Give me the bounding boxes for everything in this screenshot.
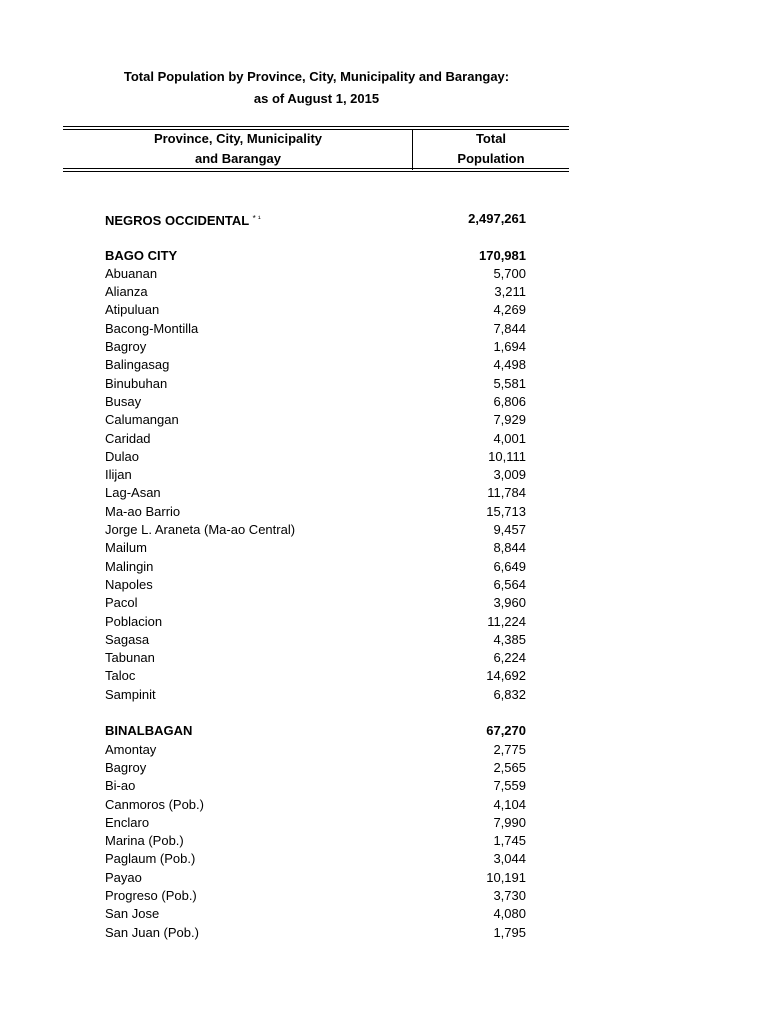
population-value: 9,457 — [493, 522, 526, 538]
barangay-row — [0, 594, 768, 612]
area-name: Paglaum (Pob.) — [105, 851, 196, 867]
population-value: 14,692 — [486, 668, 526, 684]
area-name: Dulao — [105, 448, 139, 464]
area-name: Caridad — [105, 430, 151, 446]
population-value: 4,385 — [493, 631, 526, 647]
population-value: 5,700 — [493, 265, 526, 281]
population-table-body — [0, 210, 768, 942]
area-name: Payao — [105, 869, 142, 885]
population-value: 1,745 — [493, 833, 526, 849]
spacer-row — [0, 228, 768, 246]
area-name: Abuanan — [105, 265, 158, 281]
area-name: Marina (Pob.) — [105, 833, 184, 849]
population-value: 4,104 — [493, 796, 526, 812]
barangay-row — [0, 649, 768, 667]
barangay-row — [0, 905, 768, 923]
population-value: 15,713 — [486, 503, 526, 519]
area-name: Ilijan — [105, 467, 132, 483]
barangay-row — [0, 814, 768, 832]
area-name: Jorge L. Araneta (Ma-ao Central) — [105, 522, 296, 538]
barangay-row — [0, 667, 768, 685]
barangay-row — [0, 320, 768, 338]
column-header-population-line2: Population — [457, 151, 525, 166]
barangay-row — [0, 558, 768, 576]
barangay-row — [0, 411, 768, 429]
area-name: Progreso (Pob.) — [105, 887, 197, 903]
document-subtitle: as of August 1, 2015 — [253, 91, 380, 106]
barangay-row — [0, 393, 768, 411]
area-name: Sagasa — [105, 631, 150, 647]
area-name: Balingasag — [105, 357, 170, 373]
population-value: 3,730 — [493, 887, 526, 903]
population-value: 2,775 — [493, 741, 526, 757]
population-value: 3,960 — [493, 595, 526, 611]
footnote-marker: * ¹ — [252, 214, 261, 223]
population-value: 10,191 — [486, 869, 526, 885]
population-value: 10,111 — [488, 448, 526, 464]
barangay-row — [0, 283, 768, 301]
area-name: Malingin — [105, 558, 154, 574]
population-value: 6,564 — [493, 576, 526, 592]
population-value: 2,565 — [493, 759, 526, 775]
column-header-area — [64, 129, 412, 169]
barangay-row — [0, 430, 768, 448]
area-name: San Juan (Pob.) — [105, 924, 199, 940]
barangay-row — [0, 301, 768, 319]
area-name: Bagroy — [105, 339, 147, 355]
header-bottom-rule — [63, 168, 569, 169]
population-value: 11,224 — [487, 613, 526, 629]
barangay-row — [0, 924, 768, 942]
area-name: BINALBAGAN — [105, 723, 193, 739]
area-name: Binubuhan — [105, 375, 168, 391]
population-value: 6,224 — [493, 650, 526, 666]
column-header-area-line2: and Barangay — [195, 151, 281, 166]
barangay-row — [0, 686, 768, 704]
barangay-row — [0, 503, 768, 521]
column-header-population — [413, 129, 569, 169]
area-name: Bacong-Montilla — [105, 320, 199, 336]
population-value: 11,784 — [487, 485, 526, 501]
area-name: Taloc — [105, 668, 136, 684]
barangay-row — [0, 850, 768, 868]
area-name: NEGROS OCCIDENTAL — [105, 213, 249, 228]
spacer-row — [0, 704, 768, 722]
area-name: Calumangan — [105, 412, 179, 428]
area-name: Ma-ao Barrio — [105, 503, 181, 519]
header-top-rule — [63, 126, 569, 127]
population-value: 1,694 — [493, 339, 526, 355]
barangay-row — [0, 375, 768, 393]
barangay-row — [0, 759, 768, 777]
barangay-row — [0, 521, 768, 539]
area-name: Amontay — [105, 741, 157, 757]
area-name: Canmoros (Pob.) — [105, 796, 204, 812]
area-name: Enclaro — [105, 814, 150, 830]
barangay-row — [0, 796, 768, 814]
population-value: 5,581 — [493, 375, 526, 391]
population-value: 4,269 — [493, 302, 526, 318]
area-name: Bi-ao — [105, 778, 136, 794]
column-header-population-line1: Total — [475, 131, 507, 146]
population-value: 7,990 — [493, 814, 526, 830]
barangay-row — [0, 466, 768, 484]
area-name: Poblacion — [105, 613, 163, 629]
population-value: 6,806 — [493, 393, 526, 409]
barangay-row — [0, 265, 768, 283]
population-value: 2,497,261 — [468, 211, 526, 226]
area-name: Mailum — [105, 540, 147, 556]
city-row — [0, 247, 768, 265]
population-value: 1,795 — [493, 924, 526, 940]
population-value: 8,844 — [493, 540, 526, 556]
barangay-row — [0, 741, 768, 759]
area-name: Napoles — [105, 576, 153, 592]
barangay-row — [0, 631, 768, 649]
population-value: 4,498 — [493, 357, 526, 373]
province-row — [0, 210, 768, 228]
population-value: 4,080 — [493, 906, 526, 922]
population-value: 6,649 — [493, 558, 526, 574]
area-name: Bagroy — [105, 759, 147, 775]
area-name: Tabunan — [105, 650, 155, 666]
area-name: BAGO CITY — [105, 247, 178, 263]
barangay-row — [0, 448, 768, 466]
area-name: Sampinit — [105, 686, 156, 702]
city-row — [0, 722, 768, 740]
population-value: 67,270 — [486, 723, 526, 739]
barangay-row — [0, 338, 768, 356]
population-value: 170,981 — [479, 247, 526, 263]
area-name: Busay — [105, 393, 142, 409]
population-value: 7,844 — [493, 320, 526, 336]
population-value: 6,832 — [493, 686, 526, 702]
population-value: 3,211 — [494, 284, 526, 300]
barangay-row — [0, 887, 768, 905]
barangay-row — [0, 869, 768, 887]
barangay-row — [0, 356, 768, 374]
document-title: Total Population by Province, City, Municipality and Barangay: — [123, 69, 510, 84]
barangay-row — [0, 832, 768, 850]
column-header-area-line1: Province, City, Municipality — [153, 131, 323, 146]
population-value: 7,929 — [493, 412, 526, 428]
population-value: 4,001 — [493, 430, 526, 446]
barangay-row — [0, 484, 768, 502]
area-name: Lag-Asan — [105, 485, 161, 501]
barangay-row — [0, 777, 768, 795]
area-name: Atipuluan — [105, 302, 160, 318]
header-bottom-rule-inner — [63, 171, 569, 172]
population-value: 3,009 — [493, 467, 526, 483]
area-name: San Jose — [105, 906, 160, 922]
population-value: 7,559 — [493, 778, 526, 794]
area-name: Pacol — [105, 595, 138, 611]
barangay-row — [0, 613, 768, 631]
barangay-row — [0, 576, 768, 594]
area-name: Alianza — [105, 284, 148, 300]
area-name-with-note — [105, 210, 261, 230]
population-value: 3,044 — [493, 851, 526, 867]
barangay-row — [0, 539, 768, 557]
